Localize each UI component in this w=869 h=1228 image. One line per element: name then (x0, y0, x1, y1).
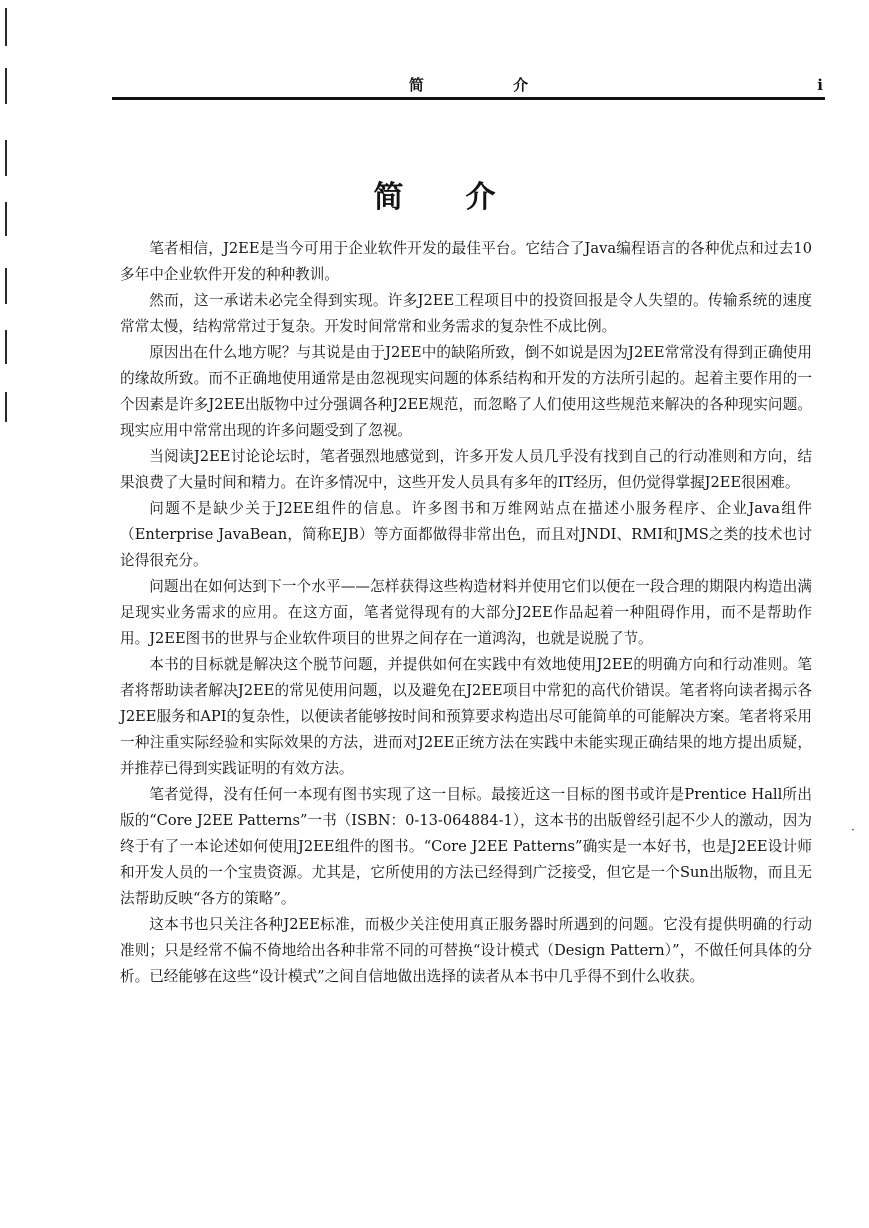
paragraph: 问题不是缺少关于J2EE组件的信息。许多图书和万维网站点在描述小服务程序、企业Java组件（Enterprise JavaBean，简称EJB）等方面都做得非常出色，而且对JNDI、RMI和JMS之类的技术也讨论得很充分。 (120, 500, 812, 569)
binding-mark (5, 140, 7, 176)
body-text (120, 236, 812, 990)
binding-mark (5, 268, 7, 304)
paragraph: 笔者觉得，没有任何一本现有图书实现了这一目标。最接近这一目标的图书或许是Prentice Hall所出版的“Core J2EE Patterns”一书（ISBN：0-13-064884-1），这本书的出版曾经引起不少人的激动，因为终于有了一本论述如何使用J2EE组件的图书。“Core J2EE Patterns”确实是一本好书，也是J2EE设计师和开发人员的一个宝贵资源。尤其是，它所使用的方法已经得到广泛接受，但它是一个Sun出版物，而且无法帮助反映“各方的策略”。 (120, 786, 812, 907)
chapter-title: 简介 (373, 180, 558, 215)
running-header (112, 70, 825, 100)
paragraph: 然而，这一承诺未必完全得到实现。许多J2EE工程项目中的投资回报是令人失望的。传输系统的速度常常太慢，结构常常过于复杂。开发时间常常和业务需求的复杂性不成比例。 (120, 292, 812, 335)
paragraph: 当阅读J2EE讨论论坛时，笔者强烈地感觉到，许多开发人员几乎没有找到自己的行动准则和方向，结果浪费了大量时间和精力。在许多情况中，这些开发人员具有多年的IT经历，但仍觉得掌握J2EE很困难。 (120, 448, 812, 491)
paragraph: 问题出在如何达到下一个水平——怎样获得这些构造材料并使用它们以便在一段合理的期限内构造出满足现实业务需求的应用。在这方面，笔者觉得现有的大部分J2EE作品起着一种阻碍作用，而不是帮助作用。J2EE图书的世界与企业软件项目的世界之间存在一道鸿沟，也就是说脱了节。 (120, 578, 812, 647)
binding-mark (5, 8, 7, 46)
paragraph: 原因出在什么地方呢？与其说是由于J2EE中的缺陷所致，倒不如说是因为J2EE常常没有得到正确使用的缘故所致。而不正确地使用通常是由忽视现实问题的体系结构和开发的方法所引起的。起着主要作用的一个因素是许多J2EE出版物中过分强调各种J2EE规范，而忽略了人们使用这些规范来解决的各种现实问题。现实应用中常常出现的许多问题受到了忽视。 (120, 344, 812, 439)
header-rule (112, 97, 825, 100)
paragraph: 笔者相信，J2EE是当今可用于企业软件开发的最佳平台。它结合了Java编程语言的各种优点和过去10多年中企业软件开发的种种教训。 (120, 240, 812, 283)
page-number: i (817, 76, 823, 94)
binding-mark (5, 330, 7, 364)
paragraph: 这本书也只关注各种J2EE标准，而极少关注使用真正服务器时所遇到的问题。它没有提供明确的行动准则；只是经常不偏不倚地给出各种非常不同的可替换“设计模式（Design Pattern）”，不做任何具体的分析。已经能够在这些“设计模式”之间自信地做出选择的读者从本书中几乎得不到什么收获。 (120, 916, 812, 985)
scan-speck: · (851, 823, 855, 837)
paragraph: 本书的目标就是解决这个脱节问题，并提供如何在实践中有效地使用J2EE的明确方向和行动准则。笔者将帮助读者解决J2EE的常见使用问题，以及避免在J2EE项目中常犯的高代价错误。笔者将向读者揭示各J2EE服务和API的复杂性，以便读者能够按时间和预算要求构造出尽可能简单的可能解决方案。笔者将采用一种注重实际经验和实际效果的方法，进而对J2EE正统方法在实践中未能实现正确结果的地方提出质疑，并推荐已得到实践证明的有效方法。 (120, 656, 812, 777)
binding-mark (5, 68, 7, 104)
running-title: 简 介 (408, 76, 571, 94)
binding-mark (5, 392, 7, 422)
